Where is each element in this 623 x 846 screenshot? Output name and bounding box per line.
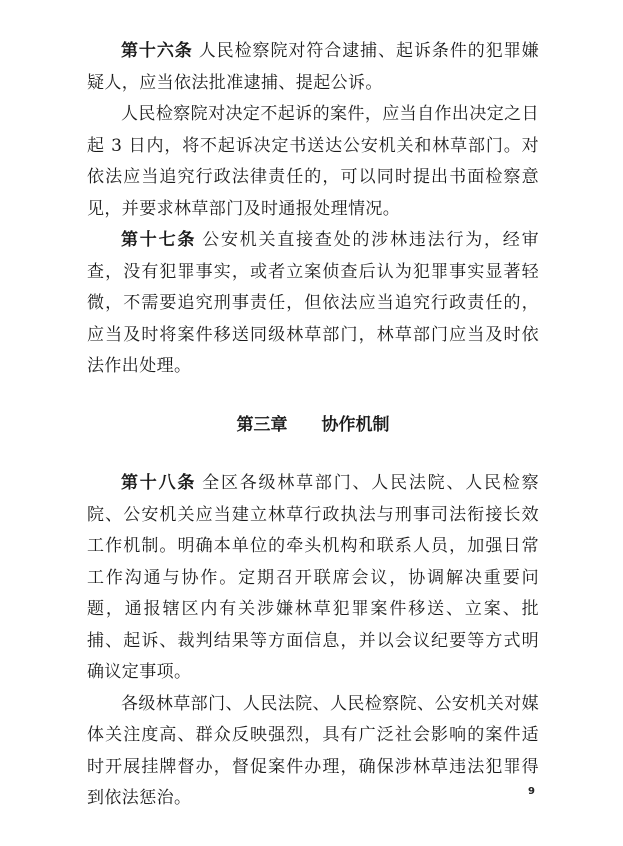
article-16-paragraph-2 (87, 99, 539, 225)
article-16-label: 第十六条 (121, 41, 193, 61)
article-18-text-1: 全区各级林草部门、人民法院、人民检察院、公安机关应当建立林草行政执法与刑事司法衔接长效工作机制。明确本单位的牵头机构和联系人员，加强日常工作沟通与协作。定期召开联席会议，协调解决重要问题，通报辖区内有关涉嫌林草犯罪案件移送、立案、批捕、起诉、裁判结果等方面信息，并以会议纪要等方式明确议定事项。 (87, 473, 539, 682)
article-18-label: 第十八条 (121, 473, 197, 493)
page-number: 9 (528, 786, 535, 797)
article-17-paragraph-1 (87, 225, 539, 383)
article-18-paragraph-1 (87, 468, 539, 689)
article-17-label: 第十七条 (121, 230, 197, 250)
article-17-text-1: 公安机关直接查处的涉林违法行为，经审查，没有犯罪事实，或者立案侦查后认为犯罪事实显著轻微，不需要追究刑事责任，但依法应当追究行政责任的，应当及时将案件移送同级林草部门，林草部门应当及时依法作出处理。 (87, 230, 539, 376)
document-page (87, 36, 539, 815)
article-18-paragraph-2 (87, 689, 539, 815)
chapter-title: 协作机制 (321, 414, 390, 435)
chapter-number: 第三章 (236, 414, 288, 435)
article-16-text-2: 人民检察院对决定不起诉的案件，应当自作出决定之日起 3 日内，将不起诉决定书送达公安机关和林草部门。对依法应当追究行政法律责任的，可以同时提出书面检察意见，并要求林草部门及时通报处理情况。 (87, 104, 539, 219)
chapter-heading (87, 410, 539, 442)
article-18-text-2: 各级林草部门、人民法院、人民检察院、公安机关对媒体关注度高、群众反映强烈，具有广泛社会影响的案件适时开展挂牌督办，督促案件办理，确保涉林草违法犯罪得到依法惩治。 (87, 693, 539, 808)
article-16-text-1: 人民检察院对符合逮捕、起诉条件的犯罪嫌疑人，应当依法批准逮捕、提起公诉。 (87, 41, 539, 93)
article-16-paragraph-1 (87, 36, 539, 99)
